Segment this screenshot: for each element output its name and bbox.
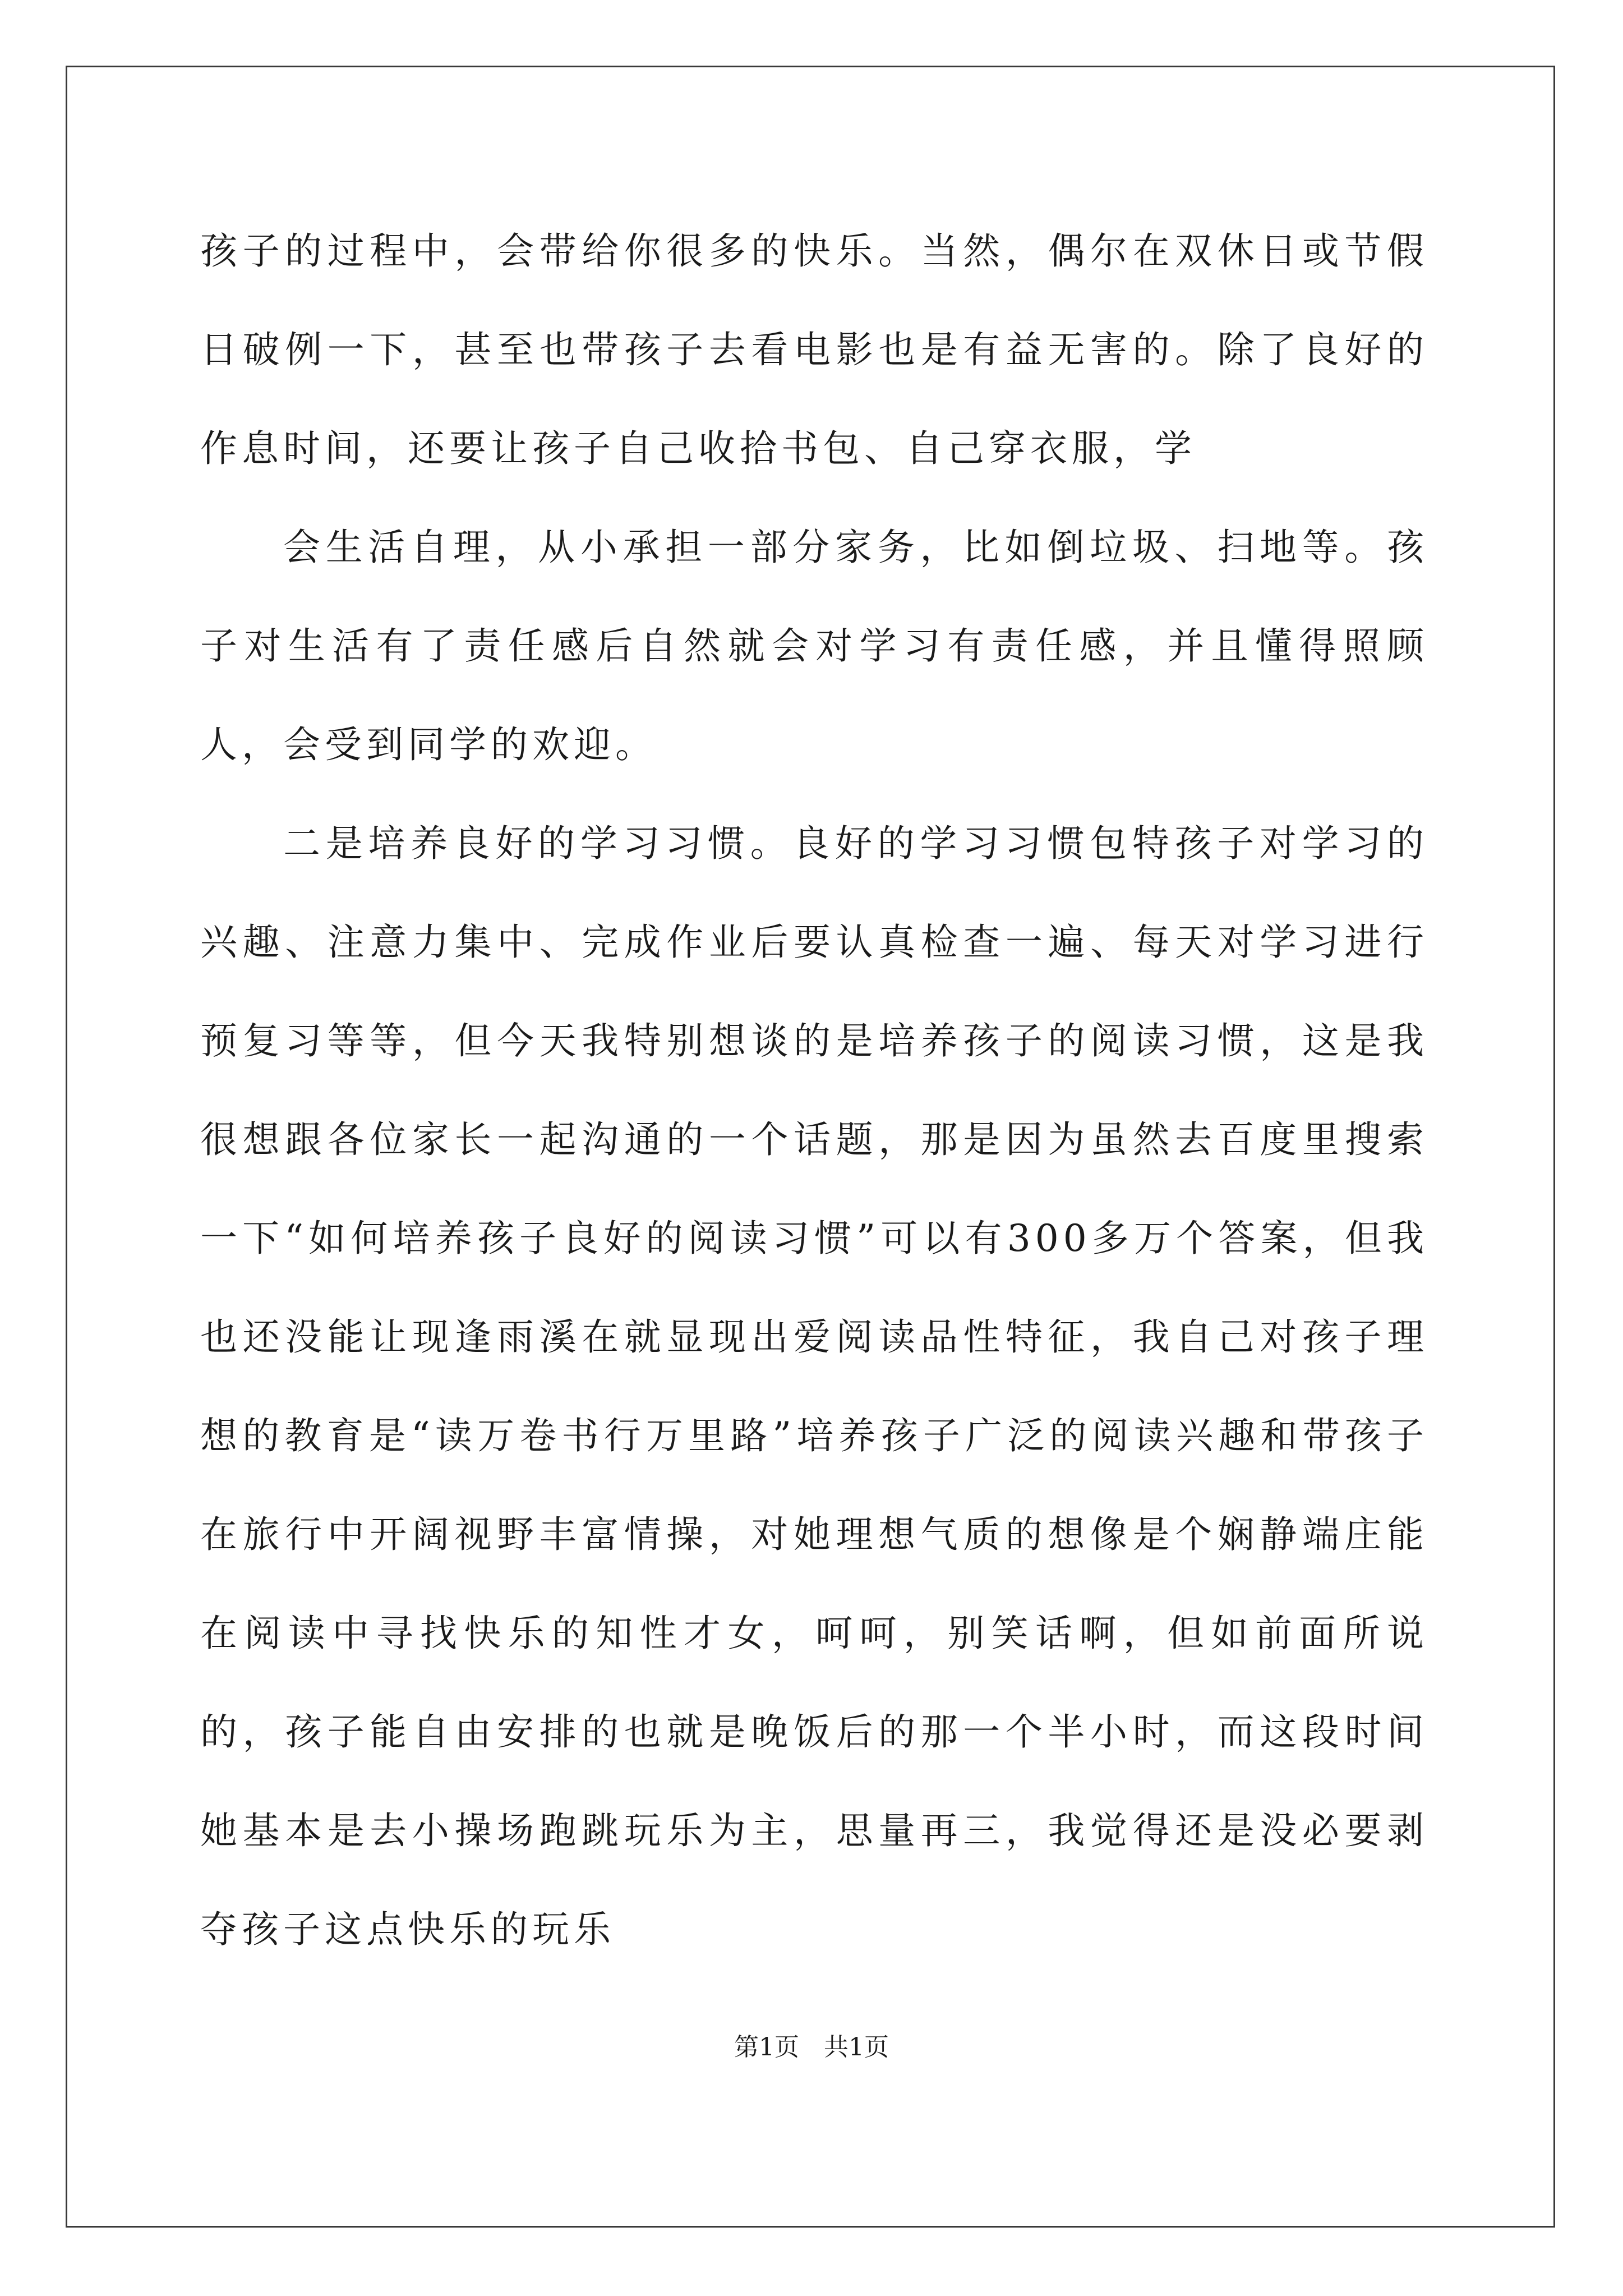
page-total: 共1页 (824, 2033, 889, 2062)
document-body (200, 202, 1428, 1979)
paragraph-1: 孩子的过程中，会带给你很多的快乐。当然，偶尔在双休日或节假日破例一下，甚至也带孩子去看电影也是有益无害的。除了良好的作息时间，还要让孩子自己收拾书包、自己穿衣服，学 (200, 229, 1428, 470)
page-number: 第1页 (734, 2033, 799, 2062)
paragraph-3: 二是培养良好的学习习惯。良好的学习习惯包特孩子对学习的兴趣、注意力集中、完成作业后要认真检查一遍、每天对学习进行预复习等等，但今天我特别想谈的是培养孩子的阅读习惯，这是我很想跟各位家长一起沟通的一个话题，那是因为虽然去百度里搜索一下“如何培养孩子良好的阅读习惯”可以有300多万个答案，但我也还没能让现逢雨溪在就显现出爱阅读品性特征，我自己对孩子理想的教育是“读万卷书行万里路”培养孩子广泛的阅读兴趣和带孩子在旅行中开阔视野丰富情操，对她理想气质的想像是个娴静端庄能在阅读中寻找快乐的知性才女，呵呵，别笑话啊，但如前面所说的，孩子能自由安排的也就是晚饭后的那一个半小时，而这段时间她基本是去小操场跑跳玩乐为主，思量再三，我觉得还是没必要剥夺孩子这点快乐的玩乐 (200, 822, 1428, 1951)
paragraph-2: 会生活自理，从小承担一部分家务，比如倒垃圾、扫地等。孩子对生活有了责任感后自然就会对学习有责任感，并且懂得照顾人，会受到同学的欢迎。 (200, 526, 1428, 766)
page-footer (0, 2031, 1623, 2064)
